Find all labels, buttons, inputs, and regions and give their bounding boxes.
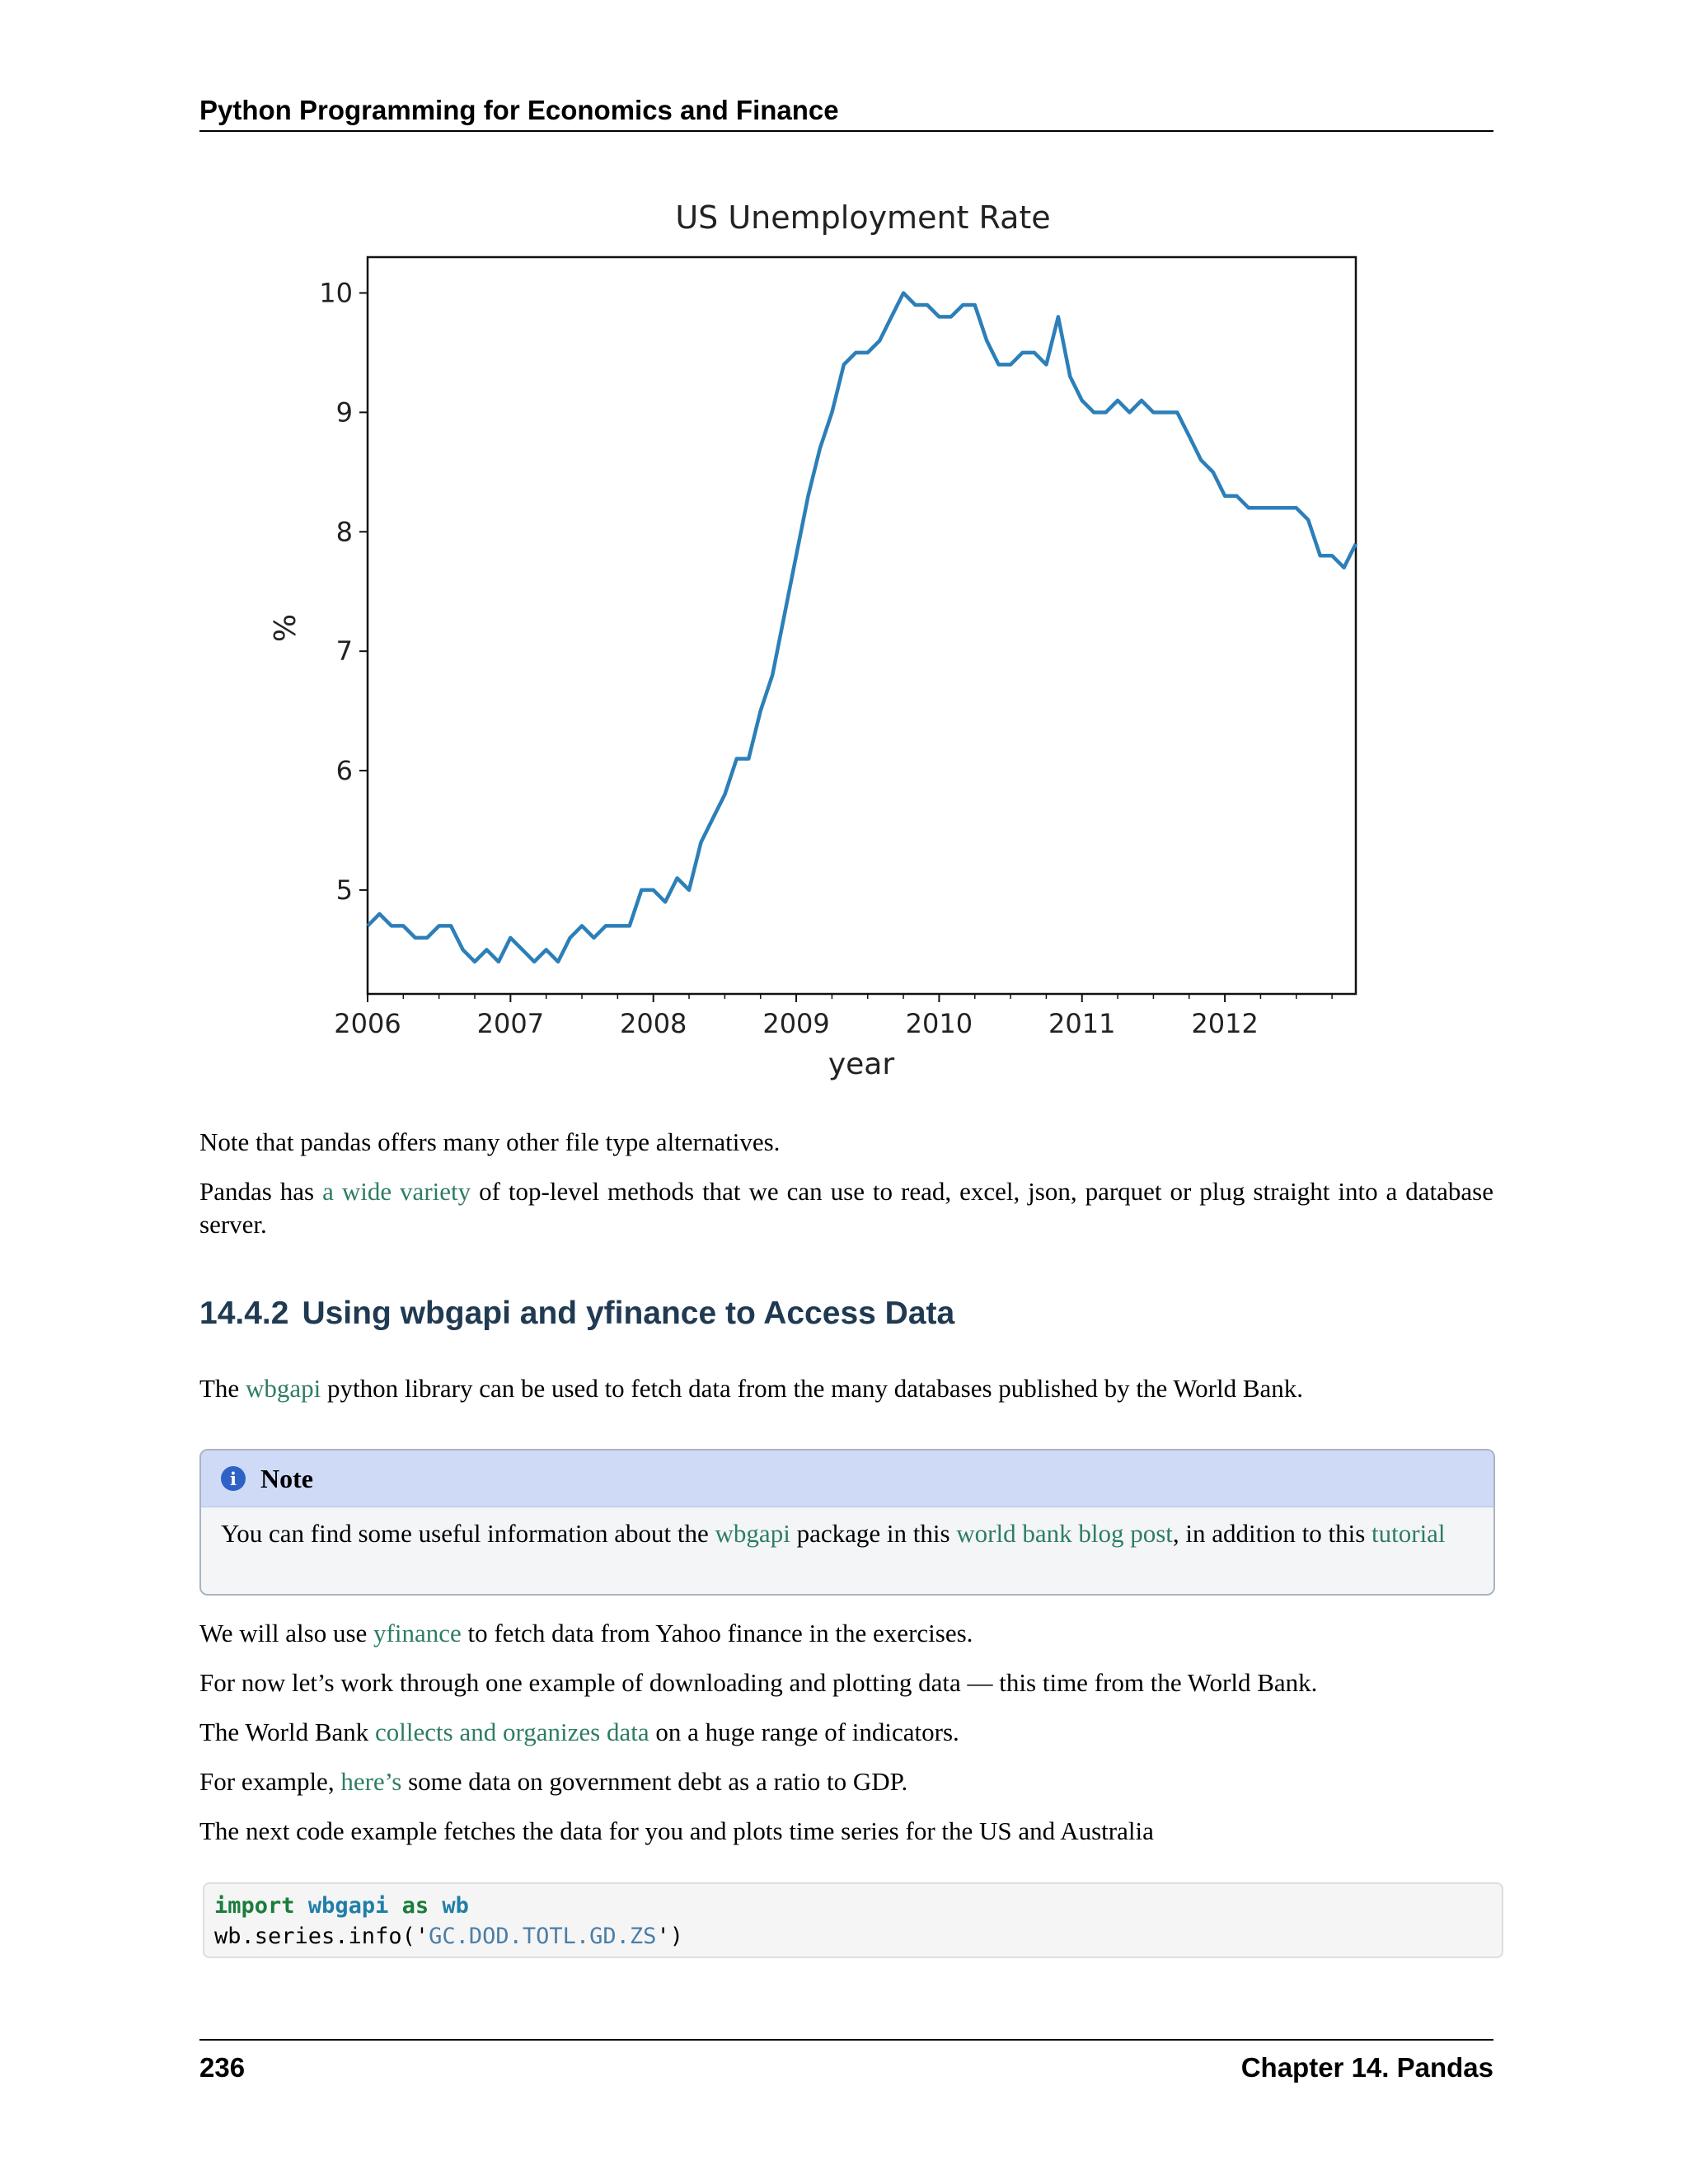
chart-title: US Unemployment Rate xyxy=(675,199,1051,236)
code-alias-wb: wb xyxy=(442,1893,469,1919)
code-keyword-as: as xyxy=(401,1893,429,1919)
chapter-title: Chapter 14. Pandas xyxy=(1240,2052,1493,2083)
section-heading xyxy=(199,1296,954,1332)
y-tick-label: 7 xyxy=(335,635,353,668)
series-line-unemployment xyxy=(368,293,1356,962)
paragraph-example-intro: For now let’s work through one example of downloading and plotting data — this time from the World Bank. xyxy=(199,1668,1318,1697)
paragraph-wide-variety: Pandas has a wide variety of top-level methods that we can use to read, excel, json, parquet or plug straight into a database server. xyxy=(199,1177,1493,1239)
section-title: Using wbgapi and yfinance to Access Data xyxy=(302,1296,955,1331)
note-title: Note xyxy=(260,1463,313,1493)
y-tick-label: 6 xyxy=(335,755,353,787)
code-keyword-import: import xyxy=(214,1893,295,1919)
y-axis-label: % xyxy=(269,613,302,643)
y-tick-label: 10 xyxy=(319,277,353,309)
page-footer xyxy=(199,2039,1493,2090)
plot-frame xyxy=(368,257,1356,994)
paragraph-wbgapi: The wbgapi python library can be used to fetch data from the many databases published by the World Bank. xyxy=(199,1374,1304,1403)
code-block[interactable] xyxy=(203,1882,1503,1958)
x-tick-label: 2007 xyxy=(476,1008,545,1039)
paragraph-yfinance: We will also use yfinance to fetch data from Yahoo finance in the exercises. xyxy=(199,1619,973,1647)
unemployment-chart xyxy=(247,198,1385,1088)
link-yfinance[interactable]: yfinance xyxy=(373,1619,462,1647)
x-axis xyxy=(334,994,1332,1039)
y-tick-label: 8 xyxy=(335,516,353,548)
link-wide-variety[interactable]: a wide variety xyxy=(322,1177,471,1206)
code-call-end: ') xyxy=(656,1924,683,1949)
x-tick-label: 2008 xyxy=(619,1008,687,1039)
x-tick-label: 2011 xyxy=(1048,1008,1116,1039)
link-wbgapi[interactable]: wbgapi xyxy=(245,1374,321,1403)
note-box xyxy=(199,1449,1495,1596)
link-collects-data[interactable]: collects and organizes data xyxy=(375,1718,649,1746)
link-heres[interactable]: here’s xyxy=(340,1767,402,1796)
x-axis-label: year xyxy=(828,1047,895,1081)
code-module-wbgapi: wbgapi xyxy=(307,1893,389,1919)
section-number: 14.4.2 xyxy=(199,1296,289,1331)
link-note-wbgapi[interactable]: wbgapi xyxy=(715,1519,790,1548)
x-tick-label: 2009 xyxy=(762,1008,830,1039)
note-header xyxy=(201,1451,1493,1507)
info-icon: i xyxy=(221,1466,246,1491)
book-title: Python Programming for Economics and Finance xyxy=(199,95,839,125)
y-tick-label: 9 xyxy=(335,396,353,429)
paragraph-code-intro: The next code example fetches the data for you and plots time series for the US and Australia xyxy=(199,1816,1154,1845)
link-world-bank-blog-post[interactable]: world bank blog post xyxy=(956,1519,1173,1548)
x-tick-label: 2012 xyxy=(1191,1008,1259,1039)
y-tick-label: 5 xyxy=(335,874,353,906)
y-axis xyxy=(319,277,368,905)
link-tutorial[interactable]: tutorial xyxy=(1372,1519,1446,1548)
page-header xyxy=(199,92,1493,132)
page-number: 236 xyxy=(199,2052,246,2083)
note-body: You can find some useful information about the wbgapi package in this world bank blog post, in addition to this tutorial xyxy=(221,1519,1446,1548)
paragraph-indicators: The World Bank collects and organizes data on a huge range of indicators. xyxy=(199,1718,959,1746)
paragraph-debt-example: For example, here’s some data on government debt as a ratio to GDP. xyxy=(199,1767,908,1796)
x-tick-label: 2006 xyxy=(334,1008,401,1039)
x-tick-label: 2010 xyxy=(905,1008,973,1039)
paragraph-file-types: Note that pandas offers many other file type alternatives. xyxy=(199,1127,781,1156)
code-call: wb.series.info(' xyxy=(214,1924,429,1949)
code-string: GC.DOD.TOTL.GD.ZS xyxy=(429,1924,657,1949)
